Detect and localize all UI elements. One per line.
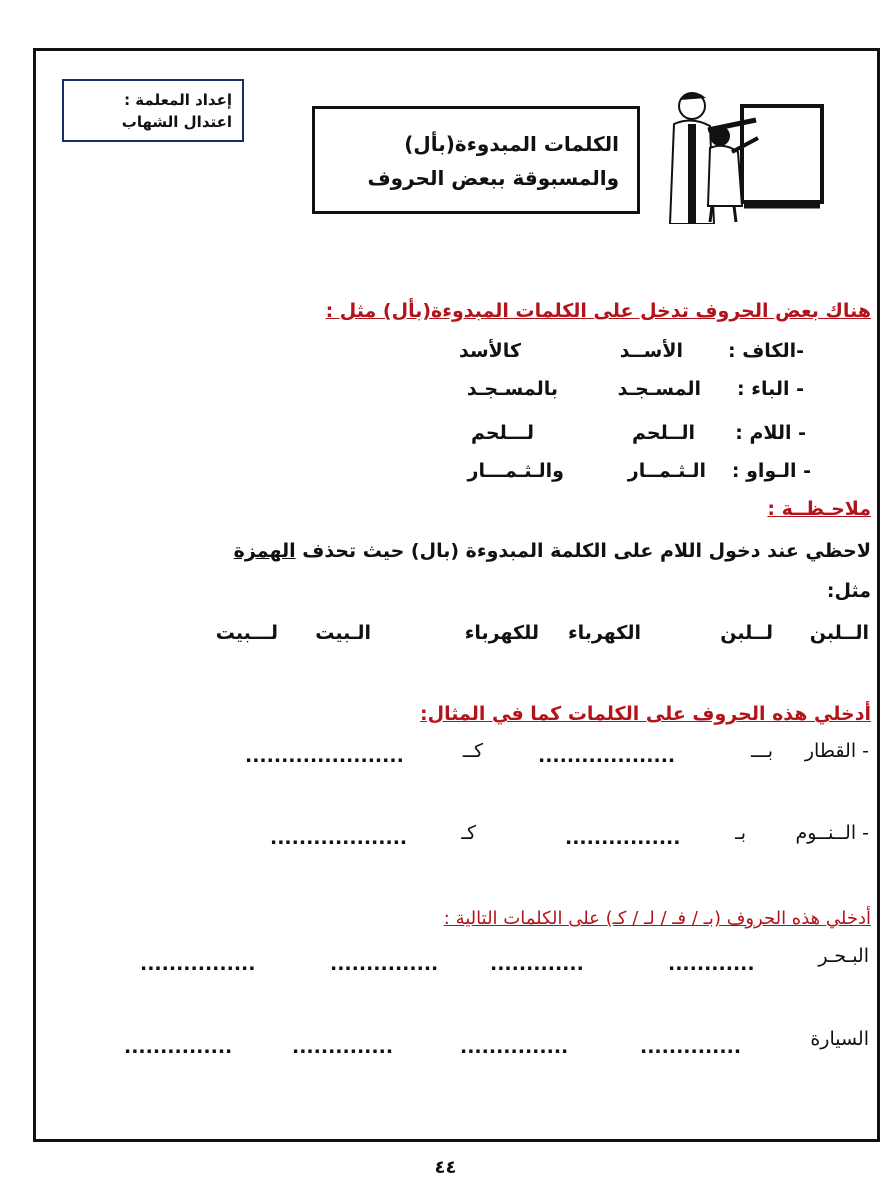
- ex2-row1-blank2[interactable]: .............: [490, 953, 584, 975]
- note-heading: ملاحـظــة :: [767, 498, 871, 520]
- row-baa-letter: - الباء :: [737, 378, 804, 400]
- ex1-row1-word: - القطار: [804, 740, 869, 762]
- ex2-row2-blank3[interactable]: ..............: [292, 1036, 394, 1058]
- note-example-label: مثل:: [826, 580, 871, 602]
- ex2-row1-word: البـحـر: [818, 945, 869, 967]
- ex2-row1-blank3[interactable]: ...............: [330, 953, 439, 975]
- ex1-row1-prefix1: بـــ: [751, 740, 773, 762]
- row-baa-word: المسـجـد: [617, 378, 701, 400]
- example-kahraba-result: للكهرباء: [464, 622, 539, 644]
- ex1-row2-blank2[interactable]: ...................: [270, 827, 408, 849]
- ex2-row2-word: السيارة: [810, 1028, 869, 1050]
- exercise2-heading: أدخلي هذه الحروف (بـ / فـ / لـ / كـ) على الكلمات التالية :: [443, 908, 871, 929]
- ex1-row1-blank1[interactable]: ...................: [538, 745, 676, 767]
- note-text: [234, 540, 871, 562]
- row-kaf-result: كالأسد: [459, 340, 521, 362]
- row-lam-word: الــلحم: [632, 422, 695, 444]
- example-laban-result: لــلبن: [720, 622, 773, 644]
- exercise1-heading: أدخلي هذه الحروف على الكلمات كما في المثال:: [420, 703, 871, 725]
- ex1-row2-prefix2: كـ: [461, 822, 476, 844]
- title-line-2: والمسبوقة ببعض الحروف: [367, 166, 619, 190]
- ex1-row2-prefix1: بـ: [735, 822, 746, 844]
- ex1-row1-blank2[interactable]: ......................: [245, 745, 404, 767]
- ex1-row1-prefix2: كــ: [462, 740, 483, 762]
- row-baa-result: بالمسـجـد: [466, 378, 558, 400]
- title-line-1: الكلمات المبدوءة(بأل): [404, 132, 619, 156]
- ex2-row2-blank4[interactable]: ...............: [124, 1036, 233, 1058]
- ex2-row2-blank1[interactable]: ..............: [640, 1036, 742, 1058]
- row-lam-letter: - اللام :: [735, 422, 806, 444]
- author-label: إعداد المعلمة :: [124, 91, 232, 109]
- example-laban-word: الــلبن: [809, 622, 869, 644]
- author-box: [62, 79, 244, 142]
- row-kaf-word: الأســد: [619, 340, 683, 362]
- ex2-row1-blank1[interactable]: ............: [668, 953, 755, 975]
- row-lam-result: لـــلحم: [471, 422, 534, 444]
- row-waw-word: الـثـمــار: [627, 460, 706, 482]
- row-waw-letter: - الـواو :: [731, 460, 811, 482]
- ex1-row2-blank1[interactable]: ................: [565, 827, 681, 849]
- author-name: اعتدال الشهاب: [121, 113, 232, 131]
- note-text-underlined: الهمزة: [233, 540, 296, 562]
- ex2-row1-blank4[interactable]: ................: [140, 953, 256, 975]
- example-bayt-result: لـــبيت: [215, 622, 278, 644]
- example-bayt-word: الـبيت: [315, 622, 371, 644]
- title-box: [312, 106, 640, 214]
- row-kaf-letter: -الكاف :: [728, 340, 804, 362]
- row-waw-result: والـثـمـــار: [467, 460, 564, 482]
- note-text-main: لاحظي عند دخول اللام على الكلمة المبدوءة (بال) حيث تحذف: [295, 540, 871, 562]
- ex1-row2-word: - الــنــوم: [795, 822, 869, 844]
- section1-heading: هناك بعض الحروف تدخل على الكلمات المبدوءة(بأل) مثل :: [325, 300, 871, 322]
- teacher-at-board-icon: [652, 86, 830, 224]
- page-number: ٤٤: [434, 1157, 457, 1178]
- example-kahraba-word: الكهرباء: [567, 622, 641, 644]
- ex2-row2-blank2[interactable]: ...............: [460, 1036, 569, 1058]
